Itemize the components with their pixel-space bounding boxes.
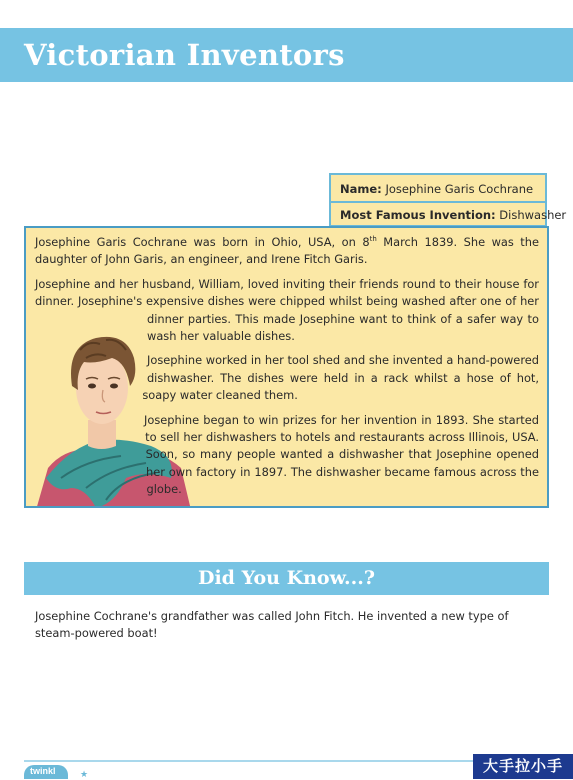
story-paragraph-1 bbox=[35, 234, 539, 269]
star-icon: ★ bbox=[80, 770, 89, 780]
info-divider bbox=[331, 201, 545, 203]
invention-label: Most Famous Invention: bbox=[340, 208, 496, 222]
page-title: Victorian Inventors bbox=[24, 38, 345, 72]
footer-divider bbox=[24, 760, 474, 762]
twinkl-logo-text: twinkl bbox=[30, 766, 56, 776]
twinkl-logo bbox=[24, 765, 68, 779]
story-paragraph-2: Josephine and her husband, William, loved inviting their friends round to their house for dinner. Josephine's expensive dishes were chipped whilst being washed after one of her dinner parties. This made Josephine want to think of a safer way to wash her valuable dishes. bbox=[35, 276, 539, 344]
watermark-badge: 大手拉小手 bbox=[473, 754, 573, 779]
story-p1-text-cont: March 1839. She was the daughter of John Garis, an engineer, and Irene Fitch Garis. bbox=[35, 235, 539, 267]
did-you-know-bar bbox=[24, 562, 549, 595]
story-text bbox=[35, 234, 539, 508]
name-label: Name: bbox=[340, 182, 382, 196]
story-p1-text: Josephine Garis Cochrane was born in Ohio, USA, on 8 bbox=[35, 235, 370, 249]
invention-value: Dishwasher bbox=[499, 208, 567, 222]
name-line bbox=[340, 182, 533, 196]
invention-line bbox=[340, 208, 566, 222]
story-p1-ordinal: th bbox=[369, 235, 377, 244]
name-value: Josephine Garis Cochrane bbox=[385, 182, 534, 196]
story-box bbox=[24, 226, 549, 508]
story-paragraph-4: Josephine began to win prizes for her invention in 1893. She started to sell her dishwashers to hotels and restaurants across Illinois, USA. Soon, so many people wanted a dishwasher that Josephine opened her own factory in 1897. The dishwasher became famous across the globe. bbox=[143, 412, 539, 497]
did-you-know-heading: Did You Know...? bbox=[197, 567, 376, 589]
info-box bbox=[329, 173, 567, 227]
story-paragraph-3: Josephine worked in her tool shed and she invented a hand-powered dishwasher. The dishes were held in a rack whilst a hose of hot, soapy water cleaned them. bbox=[142, 353, 539, 403]
title-bar bbox=[0, 28, 573, 82]
did-you-know-text: Josephine Cochrane's grandfather was called John Fitch. He invented a new type of steam-powered boat! bbox=[35, 609, 509, 640]
